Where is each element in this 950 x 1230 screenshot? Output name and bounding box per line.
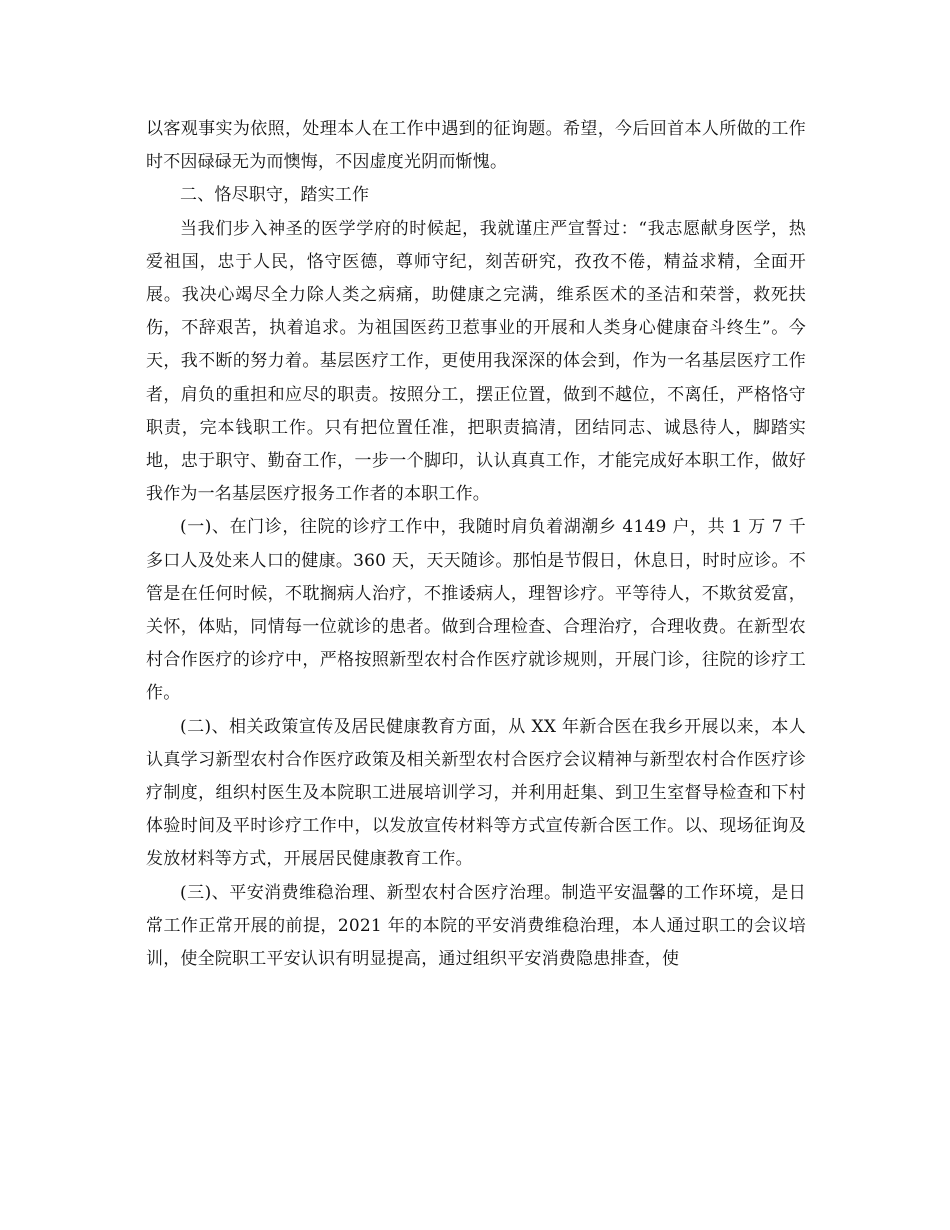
section-heading: 二、恪尽职守，踏实工作 xyxy=(180,185,370,206)
paragraph-oath: 当我们步入神圣的医学学府的时候起，我就谨庄严宣誓过：“我志愿献身医学，热爱祖国，忠于人民，恪守医德，尊师守纪，刻苦研究，孜孜不倦，精益求精，全面开展。我决心竭尽全力除人类之病痛，助健康之完满，维系医术的圣洁和荣誉，救死扶伤，不辞艰苦，执着追求。为祖国医药卫惹事业的开展和人类身心健康奋斗终生”。今天，我不断的努力着。基层医疗工作，更使用我深深的体会到，作为一名基层医疗工作者，肩负的重担和应尽的职责。按照分工，摆正位置，做到不越位，不离任，严格恪守职责，完本钱职工作。只有把位置任准，把职责搞清，团结同志、诚恳待人，脚踏实地，忠于职守、勤奋工作，一步一个脚印，认认真真工作，才能完成好本职工作，做好我作为一名基层医疗报务工作者的本职工作。 xyxy=(146,218,806,505)
paragraph-item-3-safety: (三)、平安消费维稳治理、新型农村合医疗治理。制造平安温馨的工作环境，是日常工作正常开展的前提，2021 年的本院的平安消费维稳治理，本人通过职工的会议培训，使全院职工平安认识有明显提高，通过组织平安消费隐患排查，使 xyxy=(146,882,806,970)
paragraph-item-1-clinic: (一)、在门诊，往院的诊疗工作中，我随时肩负着湖潮乡 4149 户，共 1 万 7 千多口人及处来人口的健康。360 天，天天随诊。那怕是节假日，休息日，时时应诊。不管是在任何时候，不耽搁病人治疗，不推诿病人，理智诊疗。平等待人，不欺贫爱富，关怀，体贴，同情每一位就诊的患者。做到合理检查、合理治疗，合理收费。在新型农村合作医疗的诊疗中，严格按照新型农村合作医疗就诊规则，开展门诊，往院的诊疗工作。 xyxy=(146,517,806,704)
paragraph-item-2-policy: (二)、相关政策宣传及居民健康教育方面，从 XX 年新合医在我乡开展以来，本人认真学习新型农村合作医疗政策及相关新型农村合医疗会议精神与新型农村合作医疗诊疗制度，组织村医生及本院职工进展培训学习，并利用赶集、到卫生室督导检查和下村体验时间及平时诊疗工作中，以发放宣传材料等方式宣传新合医工作。以、现场征询及发放材料等方式，开展居民健康教育工作。 xyxy=(146,716,806,870)
document-page xyxy=(146,113,806,976)
paragraph-intro-continuation: 以客观事实为依照，处理本人在工作中遇到的征询题。希望，今后回首本人所做的工作时不因碌碌无为而懊悔，不因虚度光阴而惭愧。 xyxy=(146,119,806,173)
